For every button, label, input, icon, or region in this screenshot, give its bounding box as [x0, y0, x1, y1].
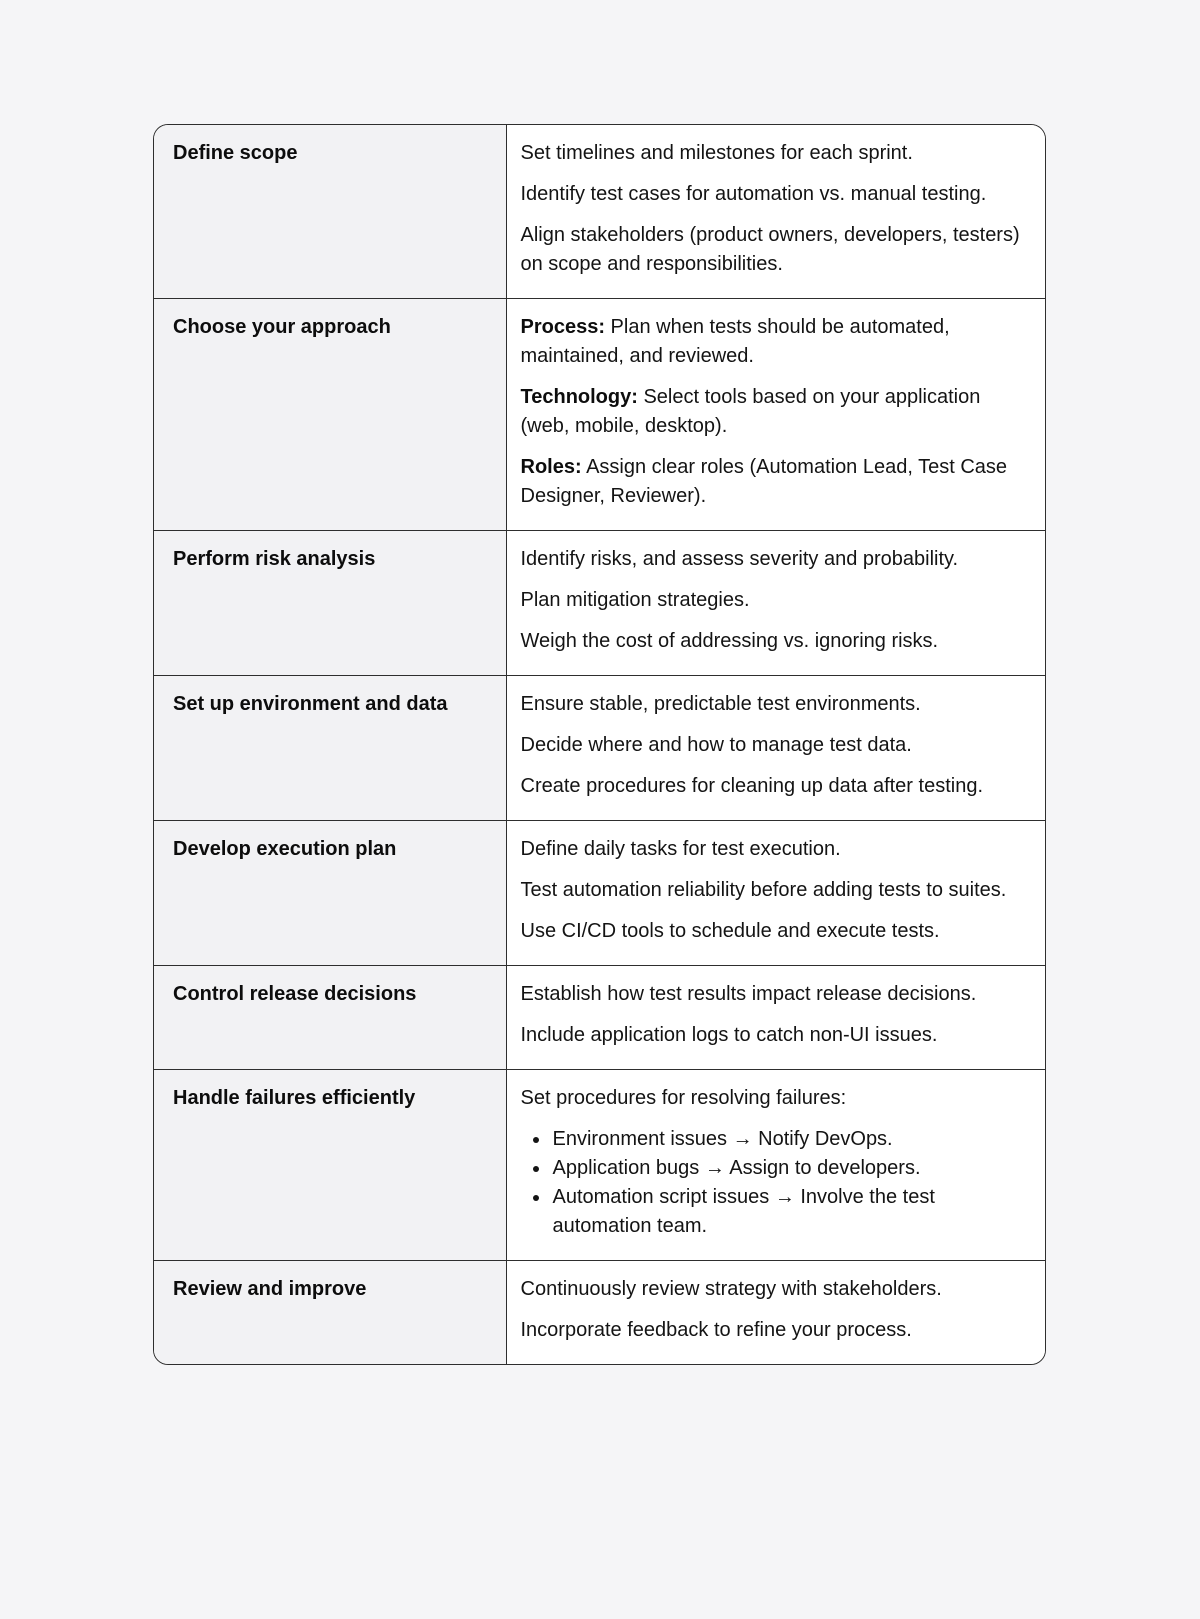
- bold-text-segment: Roles:: [520, 456, 582, 478]
- content-paragraph: [521, 1316, 1026, 1345]
- row-label-cell: [154, 125, 506, 299]
- row-content-cell: [506, 966, 1045, 1070]
- row-label-cell: [154, 1070, 506, 1261]
- table-row: [154, 676, 1045, 821]
- text-segment: Identify test cases for automation vs. manual testing.: [520, 183, 987, 205]
- content-paragraph: [521, 1021, 1026, 1050]
- content-bullet-list: [521, 1125, 1026, 1241]
- row-label: Choose your approach: [173, 316, 391, 338]
- text-segment: Align stakeholders (product owners, developers, testers) on scope and responsibilities.: [520, 224, 1020, 275]
- row-label: Review and improve: [173, 1278, 367, 1300]
- text-segment: Environment issues → Notify DevOps.: [552, 1128, 893, 1150]
- row-label-cell: [154, 299, 506, 531]
- content-paragraph: [521, 545, 1026, 574]
- row-label: Perform risk analysis: [173, 548, 376, 570]
- content-paragraph: [521, 980, 1026, 1009]
- table-row: [154, 531, 1045, 676]
- text-segment: Use CI/CD tools to schedule and execute tests.: [520, 920, 940, 942]
- bullet-item: [551, 1183, 1026, 1241]
- test-strategy-table: [154, 125, 1045, 1364]
- text-segment: Set timelines and milestones for each sprint.: [520, 142, 913, 164]
- text-segment: Include application logs to catch non-UI issues.: [520, 1024, 938, 1046]
- text-segment: Define daily tasks for test execution.: [520, 838, 841, 860]
- text-segment: Select tools based on your application (web, mobile, desktop).: [520, 386, 981, 437]
- content-paragraph: [521, 586, 1026, 615]
- process-table-body: [154, 125, 1045, 1364]
- table-row: [154, 1070, 1045, 1261]
- bullet-item: [551, 1125, 1026, 1154]
- row-content-cell: [506, 676, 1045, 821]
- row-content-cell: [506, 1261, 1045, 1365]
- content-paragraph: [521, 772, 1026, 801]
- row-label-cell: [154, 966, 506, 1070]
- bullet-item: [551, 1154, 1026, 1183]
- row-label-cell: [154, 821, 506, 966]
- bold-text-segment: Process:: [520, 316, 605, 338]
- content-paragraph: [521, 876, 1026, 905]
- table-row: [154, 966, 1045, 1070]
- text-segment: Plan mitigation strategies.: [520, 589, 750, 611]
- text-segment: Automation script issues → Involve the test automation team.: [552, 1186, 935, 1237]
- test-strategy-table-card: [153, 124, 1046, 1365]
- table-row: [154, 1261, 1045, 1365]
- row-content-cell: [506, 125, 1045, 299]
- row-content-cell: [506, 821, 1045, 966]
- text-segment: Weigh the cost of addressing vs. ignoring risks.: [520, 630, 939, 652]
- content-paragraph: [521, 383, 1026, 441]
- text-segment: Incorporate feedback to refine your process.: [520, 1319, 912, 1341]
- text-segment: Establish how test results impact release decisions.: [520, 983, 977, 1005]
- content-paragraph: [521, 1275, 1026, 1304]
- content-paragraph: [521, 180, 1026, 209]
- text-segment: Identify risks, and assess severity and probability.: [520, 548, 959, 570]
- text-segment: Set procedures for resolving failures:: [520, 1087, 847, 1109]
- text-segment: Assign clear roles (Automation Lead, Test Case Designer, Reviewer).: [520, 456, 1008, 507]
- content-paragraph: [521, 731, 1026, 760]
- row-label-cell: [154, 531, 506, 676]
- content-paragraph: [521, 835, 1026, 864]
- content-paragraph: [521, 453, 1026, 511]
- row-label-cell: [154, 676, 506, 821]
- bold-text-segment: Technology:: [520, 386, 638, 408]
- text-segment: Plan when tests should be automated, maintained, and reviewed.: [520, 316, 950, 367]
- row-label: Set up environment and data: [173, 693, 448, 715]
- content-paragraph: [521, 627, 1026, 656]
- text-segment: Create procedures for cleaning up data after testing.: [520, 775, 983, 797]
- content-paragraph: [521, 139, 1026, 168]
- table-row: [154, 821, 1045, 966]
- row-label: Develop execution plan: [173, 838, 397, 860]
- table-row: [154, 125, 1045, 299]
- content-paragraph: [521, 690, 1026, 719]
- table-row: [154, 299, 1045, 531]
- content-paragraph: [521, 221, 1026, 279]
- text-segment: Decide where and how to manage test data.: [520, 734, 912, 756]
- text-segment: Test automation reliability before adding tests to suites.: [520, 879, 1007, 901]
- row-label: Define scope: [173, 142, 298, 164]
- content-paragraph: [521, 1084, 1026, 1113]
- text-segment: Application bugs → Assign to developers.: [552, 1157, 921, 1179]
- text-segment: Ensure stable, predictable test environments.: [520, 693, 921, 715]
- content-paragraph: [521, 917, 1026, 946]
- text-segment: Continuously review strategy with stakeholders.: [520, 1278, 942, 1300]
- row-content-cell: [506, 299, 1045, 531]
- row-label: Control release decisions: [173, 983, 417, 1005]
- row-label: Handle failures efficiently: [173, 1087, 416, 1109]
- row-content-cell: [506, 1070, 1045, 1261]
- row-label-cell: [154, 1261, 506, 1365]
- row-content-cell: [506, 531, 1045, 676]
- content-paragraph: [521, 313, 1026, 371]
